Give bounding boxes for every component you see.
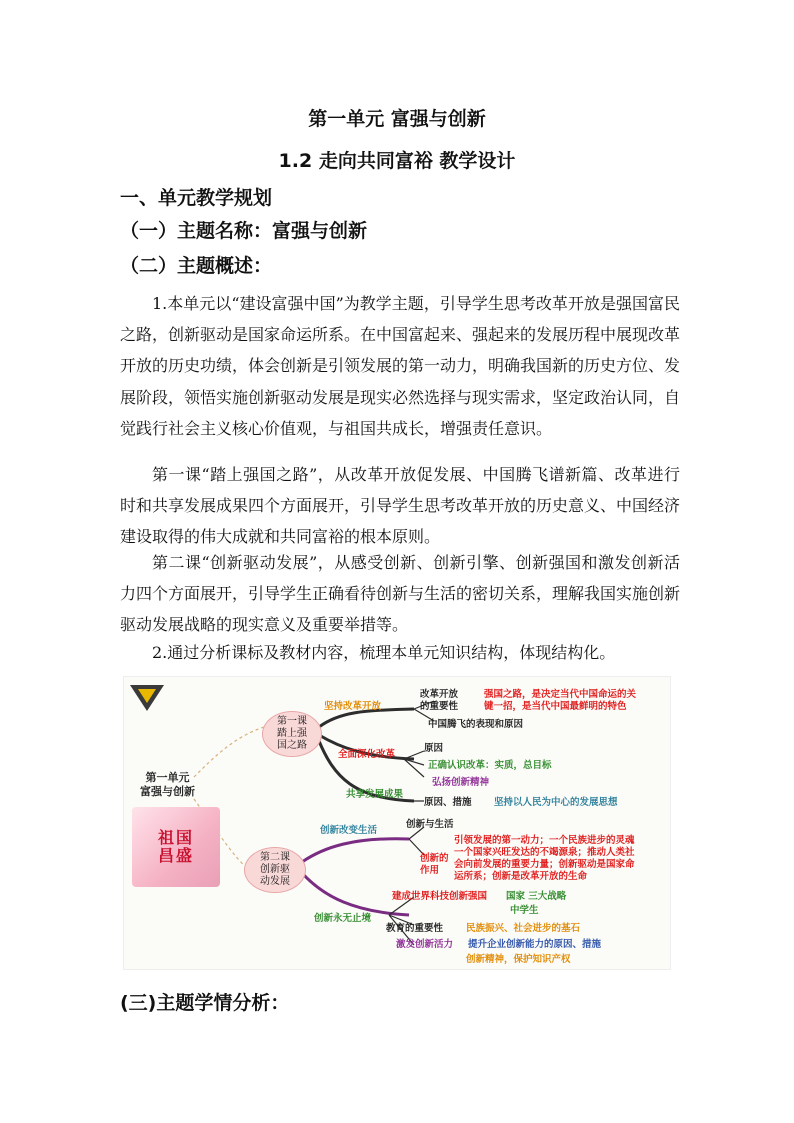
l2-tech-power: 建成世界科技创新强国 xyxy=(392,891,488,902)
l1-share-reasons: 原因、措施 xyxy=(424,797,472,808)
section-heading-1: 一、单元教学规划 xyxy=(120,187,273,209)
l2-vitality: 激发创新活力 xyxy=(396,939,454,950)
l2-innovation-role-note: 引领发展的第一动力；一个民族进步的灵魂 一个国家兴旺发达的不竭源泉；推动人类社 会向前发展的重要力量；创新驱动是国家命 运所系；创新是改革开放的生命 xyxy=(454,835,635,882)
l1-deepen-spirit: 弘扬创新精神 xyxy=(432,777,490,788)
l2-innovation-role: 创新的 作用 xyxy=(420,853,449,876)
situation-heading: (三)主题学情分析： xyxy=(120,992,290,1014)
l2-education-note: 民族振兴、社会进步的基石 xyxy=(466,923,581,934)
topic-overview-heading: （二）主题概述： xyxy=(120,255,273,277)
paragraph-3: 第二课“创新驱动发展”，从感受创新、创新引擎、创新强国和激发创新活力四个方面展开，引导学生正确看待创新与生活的密切关系，理解我国实施创新驱动发展战略的现实意义及重要举措等。 xyxy=(120,553,681,635)
mindmap-root: 第一单元 富强与创新 xyxy=(140,771,195,798)
l2-innovation-life: 创新与生活 xyxy=(406,819,454,830)
paragraph-2: 第一课“踏上强国之路”，从改革开放促发展、中国腾飞谱新篇、改革进行时和共享发展成果四个方面展开，引导学生思考改革开放的历史意义、中国经济建设取得的伟大成就和共同富裕的根本原则。 xyxy=(120,465,681,547)
l2-education: 教育的重要性 xyxy=(386,923,444,934)
l1-reform-importance-note: 强国之路，是决定当代中国命运的关 键一招，是当代中国最鲜明的特色 xyxy=(484,689,637,712)
lesson1-node: 第一课 踏上强 国之路 xyxy=(262,711,322,757)
paragraph-1: 1.本单元以“建设富强中国”为教学主题，引导学生思考改革开放是强国富民之路，创新驱动是国家命运所系。在中国富起来、强起来的发展历程中展现改革开放的历史功绩，体会创新是引领发展的第一动力，明确我国新的历史方位、发展阶段，领悟实施创新驱动发展是现实必然选择与现实需求，坚定政治认同，自觉践行社会主义核心价值观，与祖国共成长，增强责任意识。 xyxy=(120,294,681,438)
lesson2-node: 第二课 创新驱 动发展 xyxy=(244,847,306,893)
l2-tech-power-note: 国家 三大战略 xyxy=(506,891,567,902)
l2-branch-endless: 创新永无止境 xyxy=(314,913,372,924)
knowledge-mindmap xyxy=(123,676,671,970)
l1-branch-share: 共享发展成果 xyxy=(346,789,404,800)
l1-deepen-understand: 正确认识改革：实质，总目标 xyxy=(428,760,552,771)
lesson-title: 1.2 走向共同富裕 教学设计 xyxy=(278,150,516,172)
l1-rise-reasons: 中国腾飞的表现和原因 xyxy=(428,719,524,730)
l1-reform-importance: 改革开放 的重要性 xyxy=(420,689,459,712)
l1-branch-reform: 坚持改革开放 xyxy=(324,701,382,712)
motherland-artwork xyxy=(132,807,220,887)
l2-branch-life: 创新改变生活 xyxy=(320,825,378,836)
l2-vitality-note: 提升企业创新能力的原因、措施 xyxy=(468,939,602,950)
l1-branch-deepen: 全面深化改革 xyxy=(338,749,396,760)
artwork-text: 祖国昌盛 xyxy=(157,828,194,865)
l2-tech-power-note2: 中学生 xyxy=(510,905,539,916)
l1-share-note: 坚持以人民为中心的发展思想 xyxy=(494,797,618,808)
unit-title: 第一单元 富强与创新 xyxy=(308,108,486,130)
l2-vitality-note2: 创新精神，保护知识产权 xyxy=(466,954,571,965)
l1-deepen-reason: 原因 xyxy=(424,743,444,754)
paragraph-4: 2.通过分析课标及教材内容，梳理本单元知识结构，体现结构化。 xyxy=(152,643,616,662)
topic-name-heading: （一）主题名称：富强与创新 xyxy=(120,220,368,242)
